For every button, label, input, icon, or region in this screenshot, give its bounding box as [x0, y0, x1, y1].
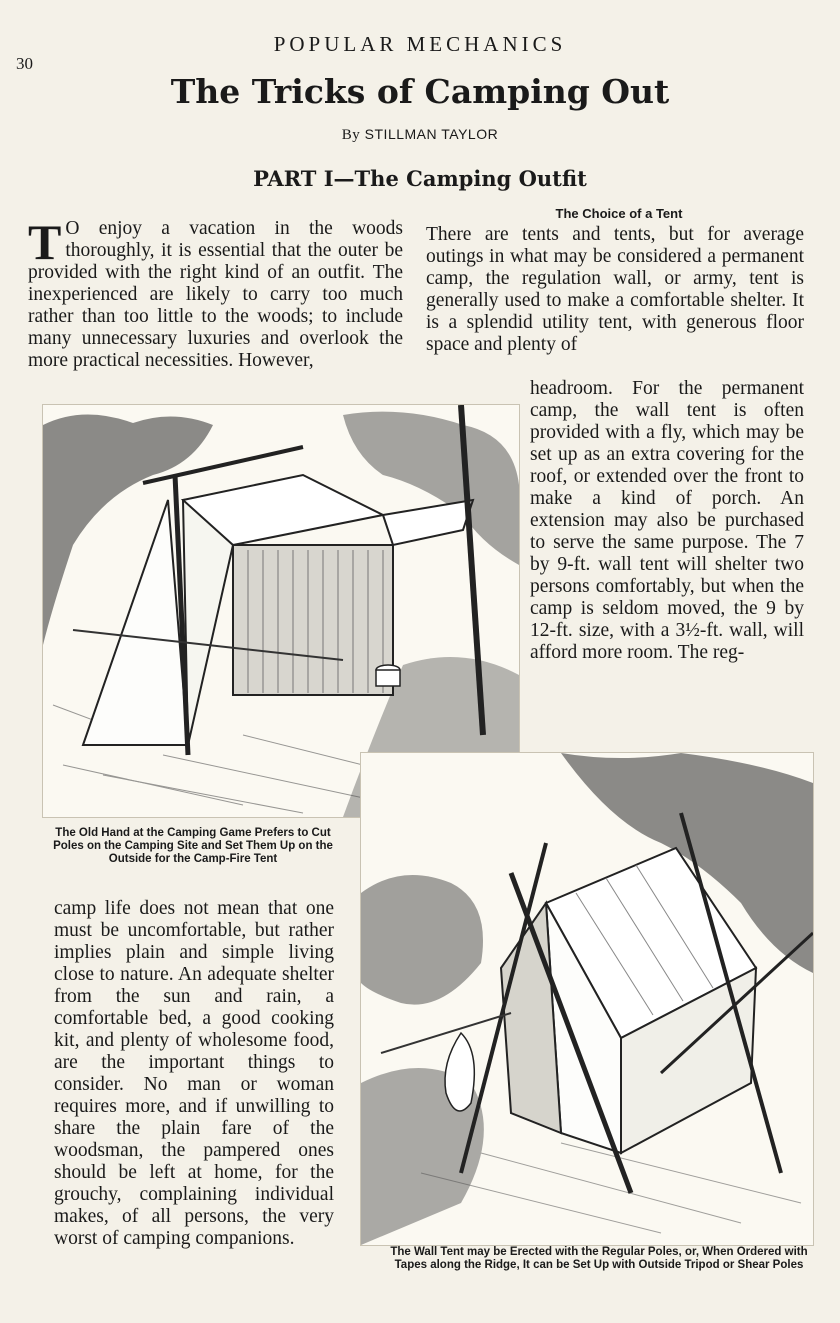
tent-paragraph-top: There are tents and tents, but for average outings in what may be considered a permanent camp, the regulation wall, or army, tent is generally used to make a comfortable shelter. It is a splendid utility tent, with generous floor space and plenty of [426, 224, 804, 355]
byline [0, 126, 840, 144]
intro-text: O enjoy a vacation in the woods thoroughly, it is essential that the outer be provided with the right kind of an outfit. The inexperienced are likely to carry too much rather than too little to the woods; to include many unnecessary luxuries and overlook the more practical necessities. However, [28, 218, 403, 371]
part-heading: PART I—The Camping Outfit [253, 166, 587, 191]
figure-2-caption: The Wall Tent may be Erected with the Regular Poles, or, When Ordered with Tapes along the Ridge, It can be Set Up with Outside Tripod or Shear Poles [390, 1246, 808, 1271]
tent-subheading: The Choice of a Tent [555, 206, 683, 221]
drop-cap: T [28, 214, 62, 270]
running-head: POPULAR MECHANICS [273, 32, 567, 56]
figure-1-caption: The Old Hand at the Camping Game Prefers to Cut Poles on the Camping Site and Set Them Up on the Outside for the Camp-Fire Tent [53, 827, 333, 865]
article-title: The Tricks of Camping Out [170, 72, 670, 111]
page-number: 30 [16, 54, 33, 73]
intro-continued-paragraph: camp life does not mean that one must be uncomfortable, but rather implies plain and simple living close to nature. An adequate shelter from the sun and rain, a comfortable bed, a good cooking kit, and plenty of wholesome food, are the important things to consider. No man or woman requires more, and if unwilling to share the plain fare of the woodsman, the pampered ones should be left at home, for the grouchy, complaining individual makes, of all persons, the very worst of camping companions. [54, 898, 334, 1249]
tent-paragraph-narrow: headroom. For the permanent camp, the wall tent is often provided with a fly, which may be set up as an extra covering for the roof, or extended over the front to make a kind of porch. An extension may also be purchased to serve the same purpose. The 7 by 9-ft. wall tent will shelter two persons comfortably, but when the camp is seldom moved, the 9 by 12-ft. size, with a 3½-ft. wall, will afford more room. The reg- [530, 378, 804, 663]
byline-prefix: By [341, 127, 361, 143]
wall-tent-illustration [360, 752, 814, 1246]
byline-author: STILLMAN TAYLOR [364, 126, 499, 142]
intro-paragraph [28, 214, 403, 372]
